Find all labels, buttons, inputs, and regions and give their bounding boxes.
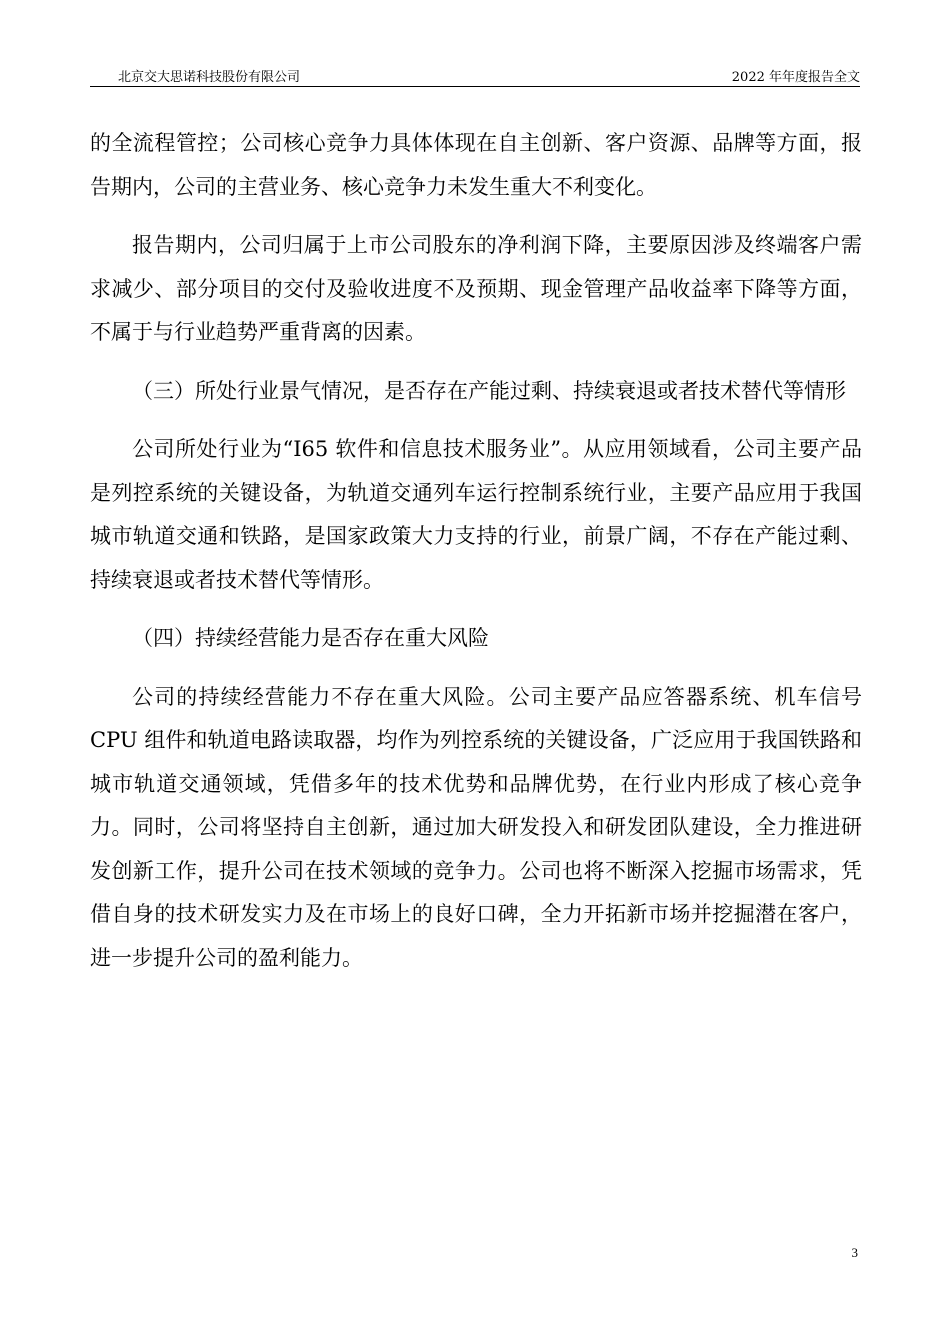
document-body — [90, 122, 862, 995]
section-heading-going-concern: （四）持续经营能力是否存在重大风险 — [132, 626, 489, 650]
header-report-title: 2022 年年度报告全文 — [731, 70, 860, 85]
paragraph-going-concern: 公司的持续经营能力不存在重大风险。公司主要产品应答器系统、机车信号 CPU 组件和轨道电路读取器，均作为列控系统的关键设备，广泛应用于我国铁路和城市轨道交通领域，凭借多年的技术优势和品牌优势，在行业内形成了核心竞争力。同时，公司将坚持自主创新，通过加大研发投入和研发团队建设，全力推进研发创新工作，提升公司在技术领域的竞争力。公司也将不断深入挖掘市场需求，凭借自身的技术研发实力及在市场上的良好口碑，全力开拓新市场并挖掘潜在客户，进一步提升公司的盈利能力。 — [90, 684, 862, 970]
paragraph-net-profit: 报告期内，公司归属于上市公司股东的净利润下降，主要原因涉及终端客户需求减少、部分项目的交付及验收进度不及预期、现金管理产品收益率下降等方面，不属于与行业趋势严重背离的因素。 — [90, 233, 862, 344]
paragraph-industry: 公司所处行业为“I65 软件和信息技术服务业”。从应用领域看，公司主要产品是列控系统的关键设备，为轨道交通列车运行控制系统行业，主要产品应用于我国城市轨道交通和铁路，是国家政策大力支持的行业，前景广阔，不存在产能过剩、持续衰退或者技术替代等情形。 — [90, 437, 862, 592]
section-heading-industry: （三）所处行业景气情况，是否存在产能过剩、持续衰退或者技术替代等情形 — [132, 378, 846, 403]
header-company-name: 北京交大思诺科技股份有限公司 — [118, 70, 301, 85]
page-number: 3 — [851, 1245, 858, 1260]
paragraph-continuation: 的全流程管控；公司核心竞争力具体体现在自主创新、客户资源、品牌等方面，报告期内，公司的主营业务、核心竞争力未发生重大不利变化。 — [90, 131, 862, 199]
page-header — [90, 64, 860, 87]
